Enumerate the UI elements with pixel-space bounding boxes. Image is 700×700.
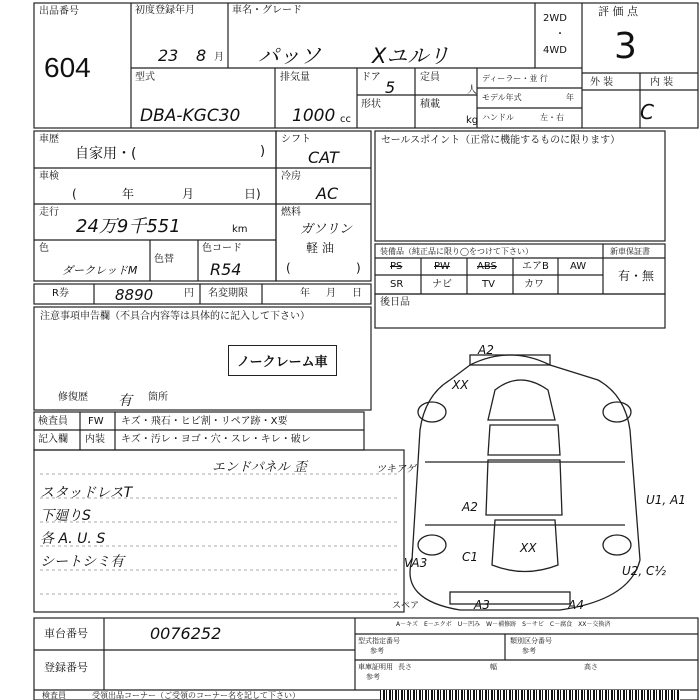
equip-airbag: エアB	[522, 261, 549, 272]
color-value: ダークレッドM	[62, 264, 138, 277]
dealer-label: ディーラー・並 行	[482, 74, 548, 83]
notes-label: 注意事項申告欄（不具合内容等は具体的に記入して下さい）	[40, 311, 310, 322]
retrofit-label: 後日品	[380, 297, 410, 308]
capacity-label: 定員	[420, 72, 440, 83]
warranty-value: 有・無	[618, 269, 655, 283]
displacement-unit: cc	[340, 114, 351, 125]
chassis-value: 0076252	[150, 624, 222, 643]
category-number-label: 類別区分番号	[510, 637, 552, 645]
ac-label: 冷房	[281, 171, 301, 182]
equip-navi: ナビ	[432, 279, 452, 290]
name-change-day: 日	[352, 288, 362, 299]
inspector-fw: FW	[88, 416, 104, 427]
length-label: 長さ	[398, 663, 412, 671]
equip-abs: ABS	[477, 261, 497, 272]
fuel-paren-close: )	[356, 261, 361, 275]
name-change-label: 名変期限	[208, 288, 248, 299]
score-label: 評 価 点	[598, 5, 638, 18]
remark-studless: スタッドレスT	[40, 485, 133, 501]
chassis-label: 車台番号	[44, 627, 88, 640]
recycle-label: R券	[52, 288, 69, 299]
displacement-value: 1000	[292, 106, 336, 126]
shape-label: 形状	[361, 99, 381, 110]
equip-pw: PW	[434, 261, 450, 272]
fuel-alt: 軽 油	[306, 241, 334, 255]
remark-push-up: ツキアゲ	[376, 464, 416, 475]
model-grade: Xユルリ	[372, 44, 450, 68]
load-unit: kg	[466, 115, 479, 126]
remark-each: 各 A. U. S	[40, 531, 106, 547]
remark-seat-stain: シートシミ有	[40, 554, 124, 570]
model-name: パッソ	[258, 44, 321, 68]
type-label: 型式	[135, 72, 155, 83]
mark-a2-side: A2	[462, 500, 478, 514]
equip-leather: カワ	[524, 279, 544, 290]
displacement-label: 排気量	[280, 72, 310, 83]
registration-month: 8	[196, 46, 207, 65]
lot-number: 604	[44, 52, 91, 83]
equip-aw: AW	[570, 261, 587, 272]
mileage-label: 走行	[39, 207, 59, 218]
color-code-value: R54	[210, 260, 242, 279]
barcode	[380, 690, 680, 700]
garage-cert-ref: 参考	[366, 673, 380, 681]
remark-end-panel: エンドパネル 歪	[212, 460, 307, 475]
equipment-label: 装備品（純正品に限り◯をつけて下さい）	[380, 247, 533, 256]
repair-history-label: 修復歴	[58, 392, 88, 403]
remark-underbody: 下廻りS	[40, 508, 91, 524]
handle-label: ハンドル	[482, 113, 514, 122]
repair-place-label: 箇所	[148, 392, 168, 403]
inspection-label: 車検	[39, 171, 59, 182]
doors-label: ドア	[361, 72, 381, 83]
warranty-label: 新車保証書	[610, 247, 650, 256]
drive-separator: ・	[555, 29, 565, 40]
fuel-paren-open: (	[286, 261, 291, 275]
color-code-label: 色コード	[202, 243, 242, 254]
handle-value: 左・右	[540, 113, 564, 122]
mark-a4: A4	[568, 598, 584, 612]
registration-month-unit: 月	[214, 52, 224, 63]
mileage-value: 24万9千551	[76, 216, 181, 237]
interior-grade: C	[640, 100, 654, 124]
registration-year: 23	[158, 46, 179, 65]
model-grade-label: 車名・グレード	[232, 5, 302, 16]
model-year-label: モデル年式	[482, 93, 522, 102]
name-change-month: 月	[326, 288, 336, 299]
doors-value: 5	[385, 78, 396, 97]
type-designation-ref: 参考	[370, 647, 384, 655]
color-label: 色	[39, 243, 49, 254]
bottom-inspector-label: 検査員	[42, 691, 66, 700]
history-label: 車歴	[39, 134, 59, 145]
equip-tv: TV	[482, 279, 495, 290]
inspector-fw-detail: キズ・飛石・ヒビ割・リペア跡・X要	[121, 416, 288, 427]
name-change-year: 年	[300, 288, 310, 299]
fuel-label: 燃料	[281, 207, 301, 218]
inspection-year: 年	[122, 187, 135, 201]
mileage-unit: km	[232, 224, 248, 235]
history-close: )	[260, 144, 266, 159]
bottom-corner-text: 受領出品コーナー（ご受領のコーナー名を記して下さい）	[92, 691, 300, 700]
color-change-label: 色替	[154, 254, 174, 265]
inspector-label: 検査員	[38, 416, 68, 427]
inspection-open: (	[72, 187, 77, 201]
height-label: 高さ	[584, 663, 598, 671]
mark-spare: スペア	[392, 601, 420, 611]
repair-history-value: 有	[118, 393, 132, 409]
damage-legend: A－キズ E－エクボ U－凹み W－補修跡 S－サビ C－腐食 XX－交換済	[396, 621, 611, 628]
inspection-month: 月	[182, 187, 195, 201]
type-designation-label: 型式指定番号	[358, 637, 400, 645]
recycle-value: 8890	[115, 286, 154, 304]
interior-label: 内 装	[650, 77, 674, 88]
fuel-value: ガソリン	[300, 222, 353, 237]
load-label: 積載	[420, 99, 440, 110]
entry-label: 記入欄	[38, 434, 68, 445]
inspector-interior-detail: キズ・汚レ・ヨゴ・穴・スレ・キレ・破レ	[121, 434, 311, 445]
model-year-unit: 年	[566, 93, 574, 102]
category-number-ref: 参考	[522, 647, 536, 655]
mark-u1a1: U1, A1	[646, 493, 686, 507]
ac-value: AC	[316, 184, 339, 203]
mark-xx-rear: XX	[520, 541, 537, 555]
first-registration-label: 初度登録年月	[135, 5, 195, 16]
equip-sr: SR	[390, 279, 404, 290]
equip-ps: PS	[390, 261, 403, 272]
drive-2wd: 2WD	[543, 13, 567, 24]
capacity-unit: 人	[467, 85, 477, 96]
lot-number-label: 出品番号	[39, 6, 79, 17]
exterior-label: 外 装	[590, 77, 614, 88]
mark-c1: C1	[462, 550, 479, 564]
inspector-interior: 内装	[85, 434, 105, 445]
width-label: 幅	[490, 663, 497, 671]
sales-point-label: セールスポイント（正常に機能するものに限ります）	[381, 135, 621, 146]
type-value: DBA-KGC30	[140, 106, 241, 126]
inspection-day: 日)	[244, 187, 261, 201]
no-claim-stamp: ノークレーム車	[228, 345, 337, 376]
mark-va3: VA3	[404, 556, 428, 570]
score-value: 3	[614, 26, 637, 67]
shift-value: CAT	[308, 148, 339, 167]
recycle-unit: 円	[184, 288, 194, 299]
garage-cert-label: 車庫証明用	[358, 663, 393, 671]
shift-label: シフト	[281, 134, 311, 145]
mark-a2-top: A2	[478, 343, 494, 357]
mark-a3: A3	[474, 598, 490, 612]
mark-u2c: U2, C½	[622, 564, 667, 578]
registration-number-label: 登録番号	[44, 661, 88, 674]
mark-xx-front: XX	[452, 378, 469, 392]
history-value: 自家用・(	[75, 146, 137, 162]
car-diagram	[410, 355, 640, 610]
drive-4wd: 4WD	[543, 45, 567, 56]
